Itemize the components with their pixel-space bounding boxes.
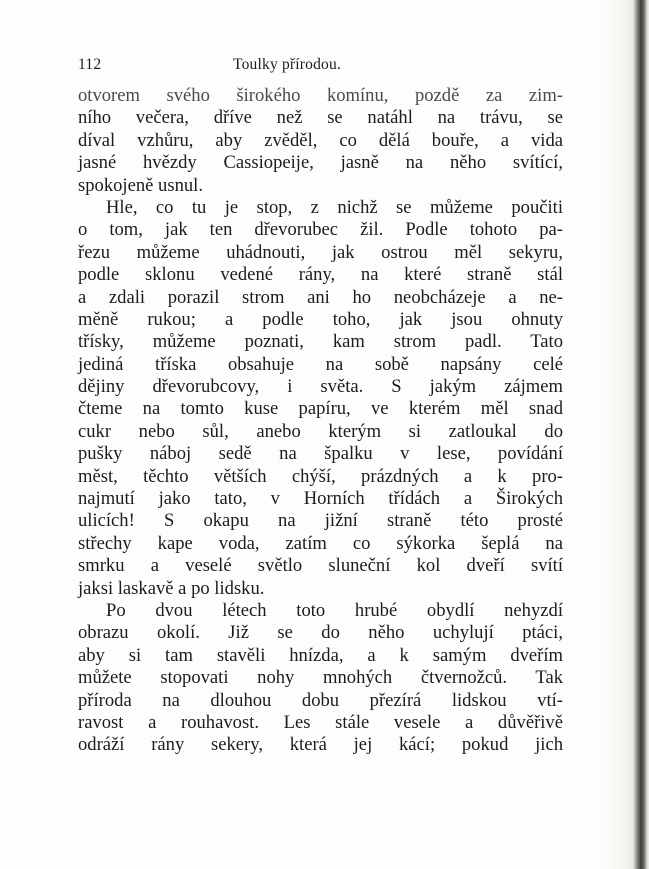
- text-line: jaksi laskavě a po lidsku.: [78, 577, 265, 599]
- text-line: třísky, můžeme poznati, kam strom padl. Tato: [78, 331, 563, 353]
- page-edge-shadow: [603, 0, 649, 869]
- text-line: smrku a veselé světlo sluneční kol dveří svítí: [78, 555, 563, 577]
- text-line: Hle, co tu je stop, z nichž se můžeme poučiti: [106, 196, 563, 218]
- text-line: můžete stopovati nohy mnohých čtvernožců. Tak: [78, 667, 563, 689]
- text-line: otvorem svého širokého komínu, pozdě za zim-: [78, 85, 563, 106]
- text-line: ulicích! S okapu na jižní straně této prosté: [78, 510, 563, 532]
- text-line: podle sklonu vedené rány, na které straně stál: [78, 264, 563, 286]
- text-line: odráží rány sekery, která jej kácí; pokud jich: [78, 734, 563, 756]
- text-line: spokojeně usnul.: [78, 174, 203, 196]
- page-number: 112: [78, 56, 102, 73]
- text-line: dějiny dřevorubcovy, i světa. S jakým zájmem: [78, 376, 563, 398]
- text-line: měst, těchto větších chýší, prázdných a k pro-: [78, 465, 563, 487]
- text-line: jasné hvězdy Cassiopeije, jasně na něho svítící,: [78, 152, 563, 174]
- running-head: [78, 56, 563, 84]
- text-line: cukr nebo sůl, anebo kterým si zatloukal do: [78, 420, 563, 442]
- text-line: o tom, jak ten dřevorubec žil. Podle tohoto pa-: [78, 219, 563, 241]
- text-line: řezu můžeme uhádnouti, jak ostrou měl sekyru,: [78, 241, 563, 263]
- text-line: jediná tříska obsahuje na sobě napsány celé: [78, 353, 563, 375]
- body-text: [78, 85, 563, 757]
- text-line: najmutí jako tato, v Horních třídách a Širokých: [78, 488, 563, 510]
- text-line: a zdali porazil strom ani ho neobcházeje a ne-: [78, 286, 563, 308]
- text-line: ravost a rouhavost. Les stále vesele a důvěřivě: [78, 711, 563, 733]
- running-title: Toulky přírodou.: [233, 56, 342, 73]
- text-line: střechy kape voda, zatím co sýkorka šeplá na: [78, 532, 563, 554]
- text-line: čteme na tomto kuse papíru, ve kterém měl snad: [78, 398, 563, 420]
- text-line: měně rukou; a podle toho, jak jsou ohnuty: [78, 308, 563, 330]
- text-line: aby si tam stavěli hnízda, a k samým dveřím: [78, 644, 563, 666]
- text-line: Po dvou létech toto hrubé obydlí nehyzdí: [106, 599, 563, 621]
- text-line: ního večera, dříve než se natáhl na trávu, se: [78, 107, 563, 129]
- book-page: [78, 56, 563, 757]
- text-line: příroda na dlouhou dobu přezírá lidskou vtí-: [78, 689, 563, 711]
- text-line: díval vzhůru, aby zvěděl, co dělá bouře, a vida: [78, 129, 563, 151]
- text-line: obrazu okolí. Již se do něho uchylují ptáci,: [78, 622, 563, 644]
- text-line: pušky náboj sedě na špalku v lese, povídání: [78, 443, 563, 465]
